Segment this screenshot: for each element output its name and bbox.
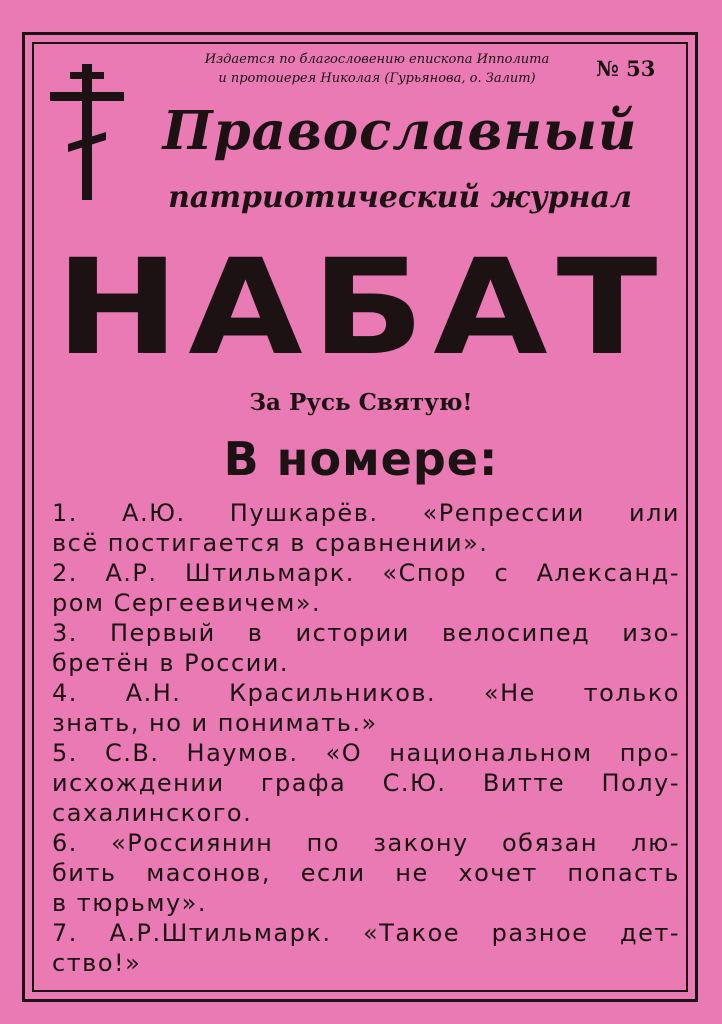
- contents-item-line: в тюрьму».: [52, 889, 207, 917]
- contents-item-line: сахалинского.: [52, 799, 253, 827]
- contents-item-line: 6. «Россиянин по закону обязан лю-: [52, 829, 680, 857]
- masthead-title: НАБАТ: [55, 231, 667, 385]
- contents-item-line: знать, но и понимать.»: [52, 709, 378, 737]
- blessing-line-2: и протоиерея Николая (Гурьянова, о. Залит): [218, 71, 536, 86]
- contents-item-5: [52, 738, 680, 828]
- contents-item-line: всё постигается в сравнении».: [52, 529, 489, 557]
- contents-list: [52, 498, 680, 978]
- contents-item-line: 2. А.Р. Штильмарк. «Спор с Александ-: [52, 559, 680, 587]
- contents-item-4: [52, 678, 680, 738]
- contents-item-line: ство!»: [52, 949, 142, 977]
- journal-subtitle: патриотический журнал: [168, 180, 632, 215]
- contents-item-line: исхождении графа С.Ю. Витте Полу-: [52, 769, 680, 797]
- journal-title: Православный: [162, 100, 638, 162]
- contents-item-line: бретён в России.: [52, 649, 290, 677]
- contents-item-line: 4. А.Н. Красильников. «Не только: [52, 679, 680, 707]
- contents-item-line: 7. А.Р.Штильмарк. «Такое разное дет-: [52, 919, 680, 947]
- contents-item-1: [52, 498, 680, 558]
- issue-number: № 53: [596, 56, 656, 81]
- contents-item-7: [52, 918, 680, 978]
- contents-heading: В номере:: [223, 432, 499, 486]
- contents-item-line: 5. С.В. Наумов. «О национальном про-: [52, 739, 680, 767]
- contents-item-line: 1. А.Ю. Пушкарёв. «Репрессии или: [52, 499, 680, 527]
- contents-item-2: [52, 558, 680, 618]
- blessing-line-1: Издается по благословению епископа Ипполита: [204, 52, 550, 67]
- motto: За Русь Святую!: [249, 389, 473, 416]
- contents-item-line: бить масонов, если не хочет попасть: [52, 859, 680, 887]
- contents-item-line: ром Сергеевичем».: [52, 589, 322, 617]
- contents-item-line: 3. Первый в истории велосипед изо-: [52, 619, 680, 647]
- blessing-text: [196, 50, 558, 88]
- contents-item-6: [52, 828, 680, 918]
- orthodox-cross-icon: [48, 62, 126, 202]
- contents-item-3: [52, 618, 680, 678]
